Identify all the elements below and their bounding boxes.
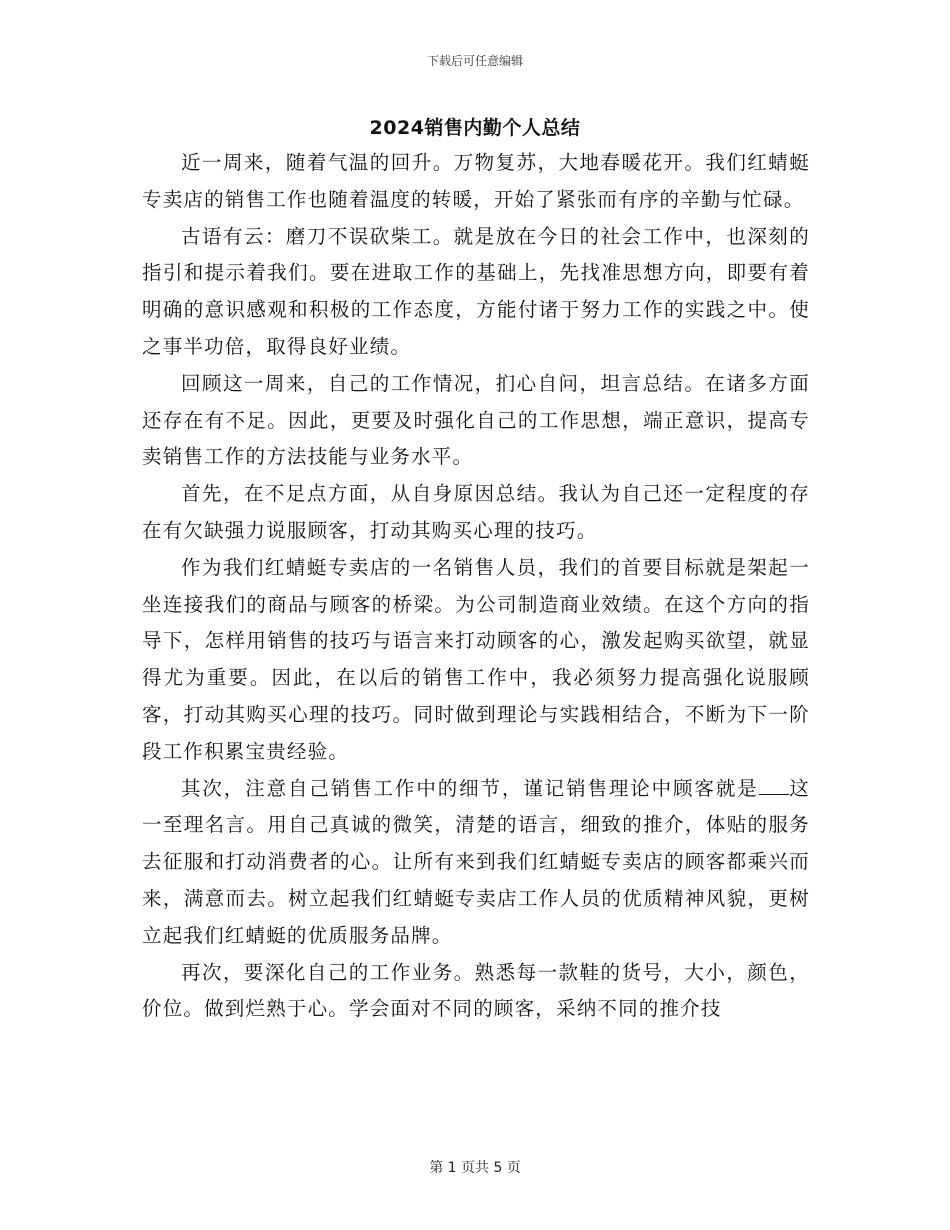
document-title: 2024销售内勤个人总结 — [369, 117, 581, 139]
document-body — [142, 145, 810, 1028]
paragraph-6 — [142, 771, 810, 955]
paragraph-3: 回顾这一周来，自己的工作情况，扪心自问，坦言总结。在诸多方面还存在有不足。因此，更要及时强化自己的工作思想，端正意识，提高专卖销售工作的方法技能与业务水平。 — [142, 371, 810, 469]
paragraph-7: 再次，要深化自己的工作业务。熟悉每一款鞋的货号，大小，颜色，价位。做到烂熟于心。学会面对不同的顾客，采纳不同的推介技 — [142, 960, 810, 1021]
paragraph-1: 近一周来，随着气温的回升。万物复苏，大地春暖花开。我们红蜻蜓专卖店的销售工作也随着温度的转暖，开始了紧张而有序的辛勤与忙碌。 — [142, 151, 810, 211]
page-footer: 第 1 页共 5 页 — [429, 1160, 521, 1176]
paragraph-2: 古语有云：磨刀不误砍柴工。就是放在今日的社会工作中，也深刻的指引和提示着我们。要在进取工作的基础上，先找准思想方向，即要有着明确的意识感观和积极的工作态度，方能付诸于努力工作的实践之中。使之事半功倍，取得良好业绩。 — [142, 224, 810, 358]
header-note: 下载后可任意编辑 — [426, 54, 523, 68]
paragraph-6-start: 其次，注意自己销售工作中的细节，谨记销售理论中顾客就是 — [181, 776, 759, 800]
paragraph-5: 作为我们红蜻蜓专卖店的一名销售人员，我们的首要目标就是架起一坐连接我们的商品与顾客的桥梁。为公司制造商业效绩。在这个方向的指导下，怎样用销售的技巧与语言来打动顾客的心，激发起购买欲望，就显得尤为重要。因此，在以后的销售工作中，我必须努力提高强化说服顾客，打动其购买心理的技巧。同时做到理论与实践相结合，不断为下一阶段工作积累宝贵经验。 — [142, 555, 810, 763]
paragraph-6-end: 这一至理名言。用自己真诚的微笑，清楚的语言，细致的推介，体贴的服务去征服和打动消费者的心。让所有来到我们红蜻蜓专卖店的顾客都乘兴而来，满意而去。树立起我们红蜻蜓专卖店工作人员的优质精神风貌，更树立起我们红蜻蜓的优质服务品牌。 — [142, 776, 811, 947]
paragraph-4: 首先，在不足点方面，从自身原因总结。我认为自己还一定程度的存在有欠缺强力说服顾客，打动其购买心理的技巧。 — [142, 482, 810, 542]
fill-in-blank — [759, 776, 789, 795]
